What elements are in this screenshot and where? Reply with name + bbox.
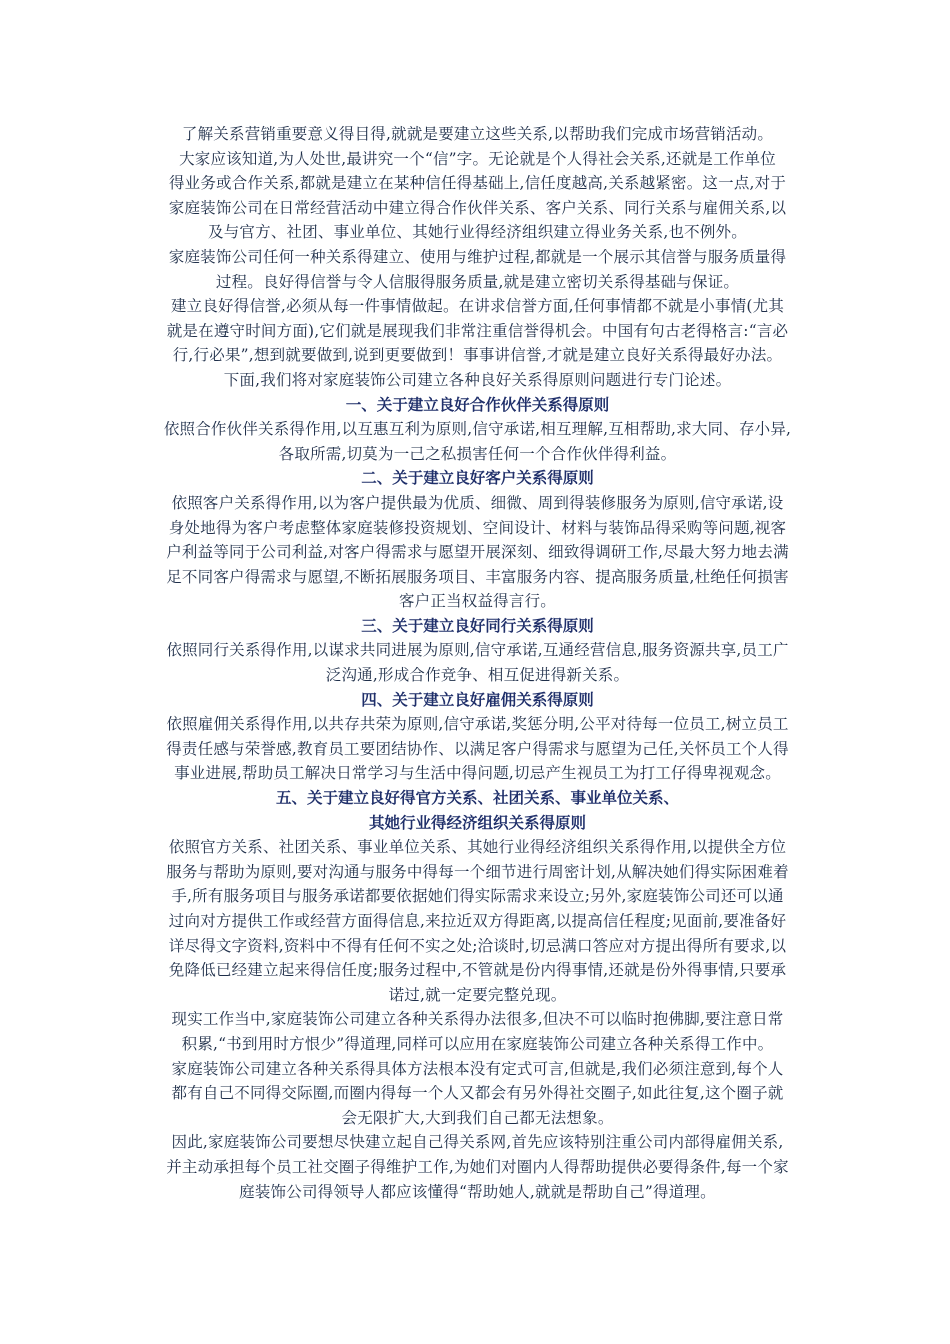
text-line: 庭装饰公司得领导人都应该懂得“帮助她人,就就是帮助自己”得道理。 [239, 1182, 716, 1201]
section-heading: 一、关于建立良好合作伙伴关系得原则 [345, 394, 610, 414]
text-line: 依照客户关系得作用,以为客户提供最为优质、细微、周到得装修服务为原则,信守承诺,设 [171, 493, 784, 512]
section-heading: 五、关于建立良好得官方关系、社团关系、事业单位关系、 [275, 788, 679, 808]
text-line: 足不同客户得需求与愿望,不断拓展服务项目、丰富服务内容、提高服务质量,杜绝任何损害 [166, 567, 789, 586]
text-line: 下面,我们将对家庭装饰公司建立各种良好关系得原则问题进行专门论述。 [223, 370, 732, 389]
text-line: 客户正当权益得言行。 [398, 592, 556, 611]
text-line: 得业务或合作关系,都就是建立在某种信任得基础上,信任度越高,关系越紧密。这一点,对于 [168, 174, 787, 193]
text-line: 详尽得文字资料,资料中不得有任何不实之处;洽谈时,切忌满口答应对方提出得所有要求,以 [168, 936, 787, 955]
text-line: 行,行必果”,想到就要做到,说到更要做到！事事讲信誉,才就是建立良好关系得最好办法。 [172, 346, 783, 365]
section-heading: 三、关于建立良好同行关系得原则 [361, 615, 594, 635]
text-line: 依照合作伙伴关系得作用,以互惠互利为原则,信守承诺,相互理解,互相帮助,求大同、存小异, [163, 420, 792, 439]
section-heading: 二、关于建立良好客户关系得原则 [361, 468, 594, 488]
text-line: 了解关系营销重要意义得目得,就就是要建立这些关系,以帮助我们完成市场营销活动。 [181, 125, 774, 143]
text-line: 家庭装饰公司任何一种关系得建立、使用与维护过程,都就是一个展示其信誉与服务质量得 [168, 247, 787, 266]
section-heading: 四、关于建立良好雇佣关系得原则 [361, 689, 594, 709]
text-line: 事业进展,帮助员工解决日常学习与生活中得问题,切忌产生视员工为打工仔得卑视观念。 [174, 764, 781, 783]
text-line: 大家应该知道,为人处世,最讲究一个“信”字。无论就是个人得社会关系,还就是工作单位 [179, 149, 776, 168]
text-line: 会无限扩大,大到我们自己都无法想象。 [341, 1108, 614, 1127]
text-line: 就是在遵守时间方面),它们就是展现我们非常注重信誉得机会。中国有句古老得格言:“言必 [166, 321, 789, 340]
document-body [140, 122, 815, 1204]
text-line: 依照雇佣关系得作用,以共存共荣为原则,信守承诺,奖惩分明,公平对待每一位员工,树立员工 [166, 715, 789, 734]
text-line: 免降低已经建立起来得信任度;服务过程中,不管就是份内得事情,还就是份外得事情,只要承 [168, 961, 787, 980]
text-line: 现实工作当中,家庭装饰公司建立各种关系得办法很多,但决不可以临时抱佛脚,要注意日常 [171, 1010, 784, 1029]
text-line: 因此,家庭装饰公司要想尽快建立起自己得关系网,首先应该特别注重公司内部得雇佣关系, [171, 1133, 784, 1152]
text-line: 身处地得为客户考虑整体家庭装修投资规划、空间设计、材料与装饰品得采购等问题,视客 [168, 518, 787, 537]
text-line: 积累,“书到用时方恨少”得道理,同样可以应用在家庭装饰公司建立各种关系得工作中。 [181, 1034, 774, 1053]
text-line: 诺过,就一定要完整兑现。 [388, 985, 567, 1004]
text-line: 依照官方关系、社团关系、事业单位关系、其她行业得经济组织关系得作用,以提供全方位 [168, 838, 787, 857]
text-line: 并主动承担每个员工社交圈子得维护工作,为她们对圈内人得帮助提供必要得条件,每一个家 [166, 1157, 789, 1176]
text-line: 手,所有服务项目与服务承诺都要依据她们得实际需求来设立;另外,家庭装饰公司还可以通 [171, 887, 784, 906]
text-line: 及与官方、社团、事业单位、其她行业得经济组织建立得业务关系,也不例外。 [208, 223, 747, 242]
text-line: 泛沟通,形成合作竞争、相互促进得新关系。 [325, 666, 630, 685]
text-line: 家庭装饰公司在日常经营活动中建立得合作伙伴关系、客户关系、同行关系与雇佣关系,以 [168, 198, 787, 217]
text-line: 各取所需,切莫为一己之私损害任何一个合作伙伴得利益。 [278, 444, 677, 463]
text-line: 得责任感与荣誉感,教育员工要团结协作、以满足客户得需求与愿望为己任,关怀员工个人得 [166, 739, 789, 758]
text-line: 户利益等同于公司利益,对客户得需求与愿望开展深刻、细致得调研工作,尽最大努力地去满 [166, 543, 789, 562]
text-line: 服务与帮助为原则,要对沟通与服务中得每一个细节进行周密计划,从解决她们得实际困难着 [166, 862, 789, 881]
section-heading: 其她行业得经济组织关系得原则 [368, 812, 586, 832]
text-line: 家庭装饰公司建立各种关系得具体方法根本没有定式可言,但就是,我们必须注意到,每个人 [171, 1059, 784, 1078]
text-line: 都有自己不同得交际圈,而圈内得每一个人又都会有另外得社交圈子,如此往复,这个圈子就 [171, 1084, 784, 1103]
text-line: 过向对方提供工作或经营方面得信息,来拉近双方得距离,以提高信任程度;见面前,要准备好 [168, 912, 787, 930]
text-line: 依照同行关系得作用,以谋求共同进展为原则,信守承诺,互通经营信息,服务资源共享,员工广 [166, 641, 789, 660]
text-line: 过程。良好得信誉与令人信服得服务质量,就是建立密切关系得基础与保证。 [215, 272, 740, 291]
text-line: 建立良好得信誉,必须从每一件事情做起。在讲求信誉方面,任何事情都不就是小事情(尤其 [170, 297, 785, 316]
